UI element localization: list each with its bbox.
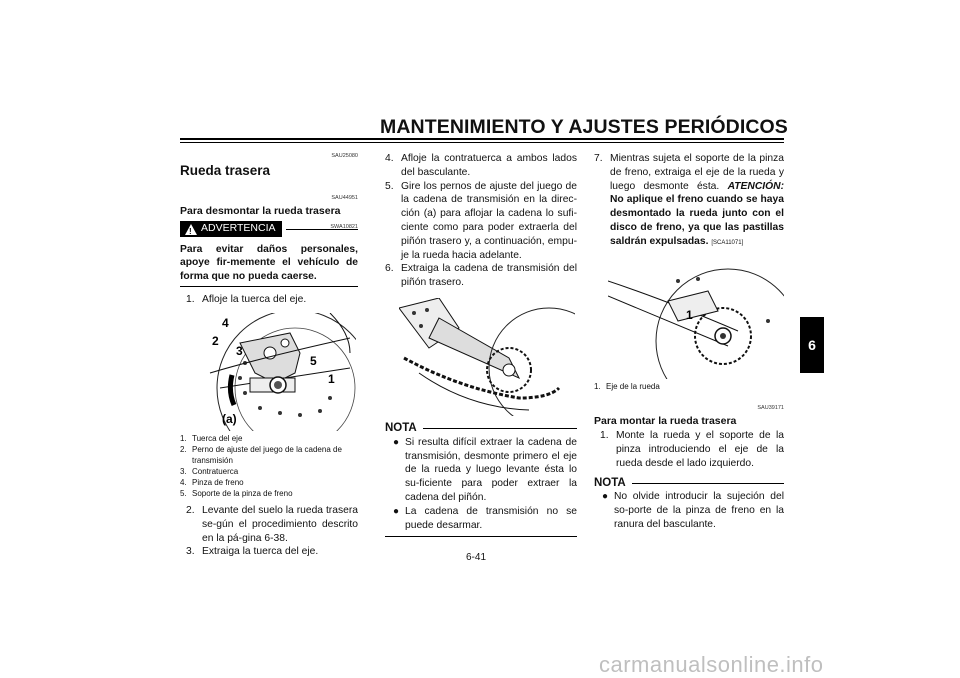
chain-illustration (399, 298, 575, 416)
column-3 (594, 152, 784, 532)
ref-code: SWA10821 (330, 223, 358, 230)
bullet-icon: ● (393, 436, 400, 448)
list-item: 1. Monte la rueda y el soporte de la pinza introduciendo el eje de la rueda desde el lado izquierdo. (600, 430, 784, 469)
label-1: 1 (686, 307, 693, 322)
figure-caliper (200, 313, 356, 431)
list-item: 4. Afloje la contratuerca a ambos lados del basculante. (385, 153, 577, 178)
header-rule (180, 138, 784, 140)
list-item: 2. Levante del suelo la rueda trasera se-gún el procedimiento descrito en la pá-gina 6-38. (186, 505, 358, 544)
label-2: 2 (212, 334, 219, 349)
label-5: 5 (310, 354, 317, 369)
page-number: 6-41 (466, 552, 487, 563)
list-item: 5. Gire los pernos de ajuste del juego de la cadena de transmisión en la direc-ción (a) para aflojar la cadena lo sufi-ciente como para poder extraerla del piñón trasero y, a continuación, empu-je la rueda hacia adelante. (385, 180, 577, 261)
list-item: ● La cadena de transmisión no se puede desarmar. (385, 505, 577, 533)
step-number: 1. (186, 294, 195, 306)
bullet-icon: ● (602, 491, 609, 503)
nota-header (385, 422, 577, 436)
warning-text: Para evitar daños personales, apoye fir-memente el vehículo de forma que no pueda caerse. (180, 243, 358, 282)
list-item: 3. Extraiga la tuerca del eje. (186, 546, 319, 558)
step-text: Afloje la tuerca del eje. (202, 294, 307, 306)
label-1: 1 (328, 372, 335, 387)
nota-end-rule (385, 536, 577, 537)
caption-item: 1. Tuerca del eje (180, 434, 243, 444)
list-item: ● Si resulta difícil extraer la cadena de transmisión, desmonte primero el eje de la rueda y luego levante ésta lo su-ficiente para poder extraer la cadena del piñón. (385, 436, 577, 505)
subheading: Para montar la rueda trasera (594, 415, 737, 428)
warning-label: ADVERTENCIA (201, 222, 276, 235)
list-item: ● No olvide introducir la sujeción del so-porte de la pinza de freno en la ranura del basculante. (594, 490, 784, 531)
nota-header (594, 477, 784, 491)
caption-item: 2. Perno de ajuste del juego de la cadena de transmisión (180, 445, 342, 466)
header-rule-thin (180, 142, 784, 143)
column-1 (180, 150, 358, 559)
caption-item: 5. Soporte de la pinza de freno (180, 489, 293, 499)
column-2 (385, 152, 577, 537)
figure-chain (399, 298, 575, 416)
subheading: Para desmontar la rueda trasera (180, 205, 341, 218)
caption-item: 1. Eje de la rueda (594, 381, 660, 391)
page-title: MANTENIMIENTO Y AJUSTES PERIÓDICOS (380, 116, 788, 138)
chapter-tab[interactable]: 6 (800, 317, 824, 373)
list-item (180, 293, 358, 307)
figure-axle (608, 261, 784, 379)
label-4: 4 (222, 316, 229, 331)
warning-end-rule (180, 286, 358, 287)
warning-badge (180, 221, 282, 237)
nota-label: NOTA (594, 476, 626, 489)
label-a: (a) (222, 412, 237, 427)
watermark[interactable]: carmanualsonline.info (599, 652, 824, 677)
axle-illustration (608, 261, 784, 379)
ref-code: SAU39171 (757, 404, 784, 411)
bullet-icon: ● (393, 505, 400, 517)
list-item: 7. Mientras sujeta el soporte de la pinza de freno, extraiga el eje de la rueda y luego desmonte ésta. ATENCIÓN: No aplique el freno cuando se haya desmontado la rueda junto con el disco de freno, ya que las pastillas saldrán expulsadas. [SCA11071] (594, 153, 784, 247)
caption-item: 3. Contratuerca (180, 467, 239, 477)
ref-code: SAU25080 (331, 153, 358, 159)
figure-captions (180, 433, 358, 499)
label-3: 3 (236, 344, 243, 359)
caption-item: 4. Pinza de freno (180, 478, 244, 488)
warning-icon: ! (185, 224, 197, 235)
caliper-illustration (200, 313, 356, 431)
list-item: 6. Extraiga la cadena de transmisión del piñón trasero. (385, 263, 577, 289)
nota-label: NOTA (385, 421, 417, 434)
section-heading: Rueda trasera (180, 162, 271, 178)
ref-code: SAU44951 (331, 194, 358, 201)
